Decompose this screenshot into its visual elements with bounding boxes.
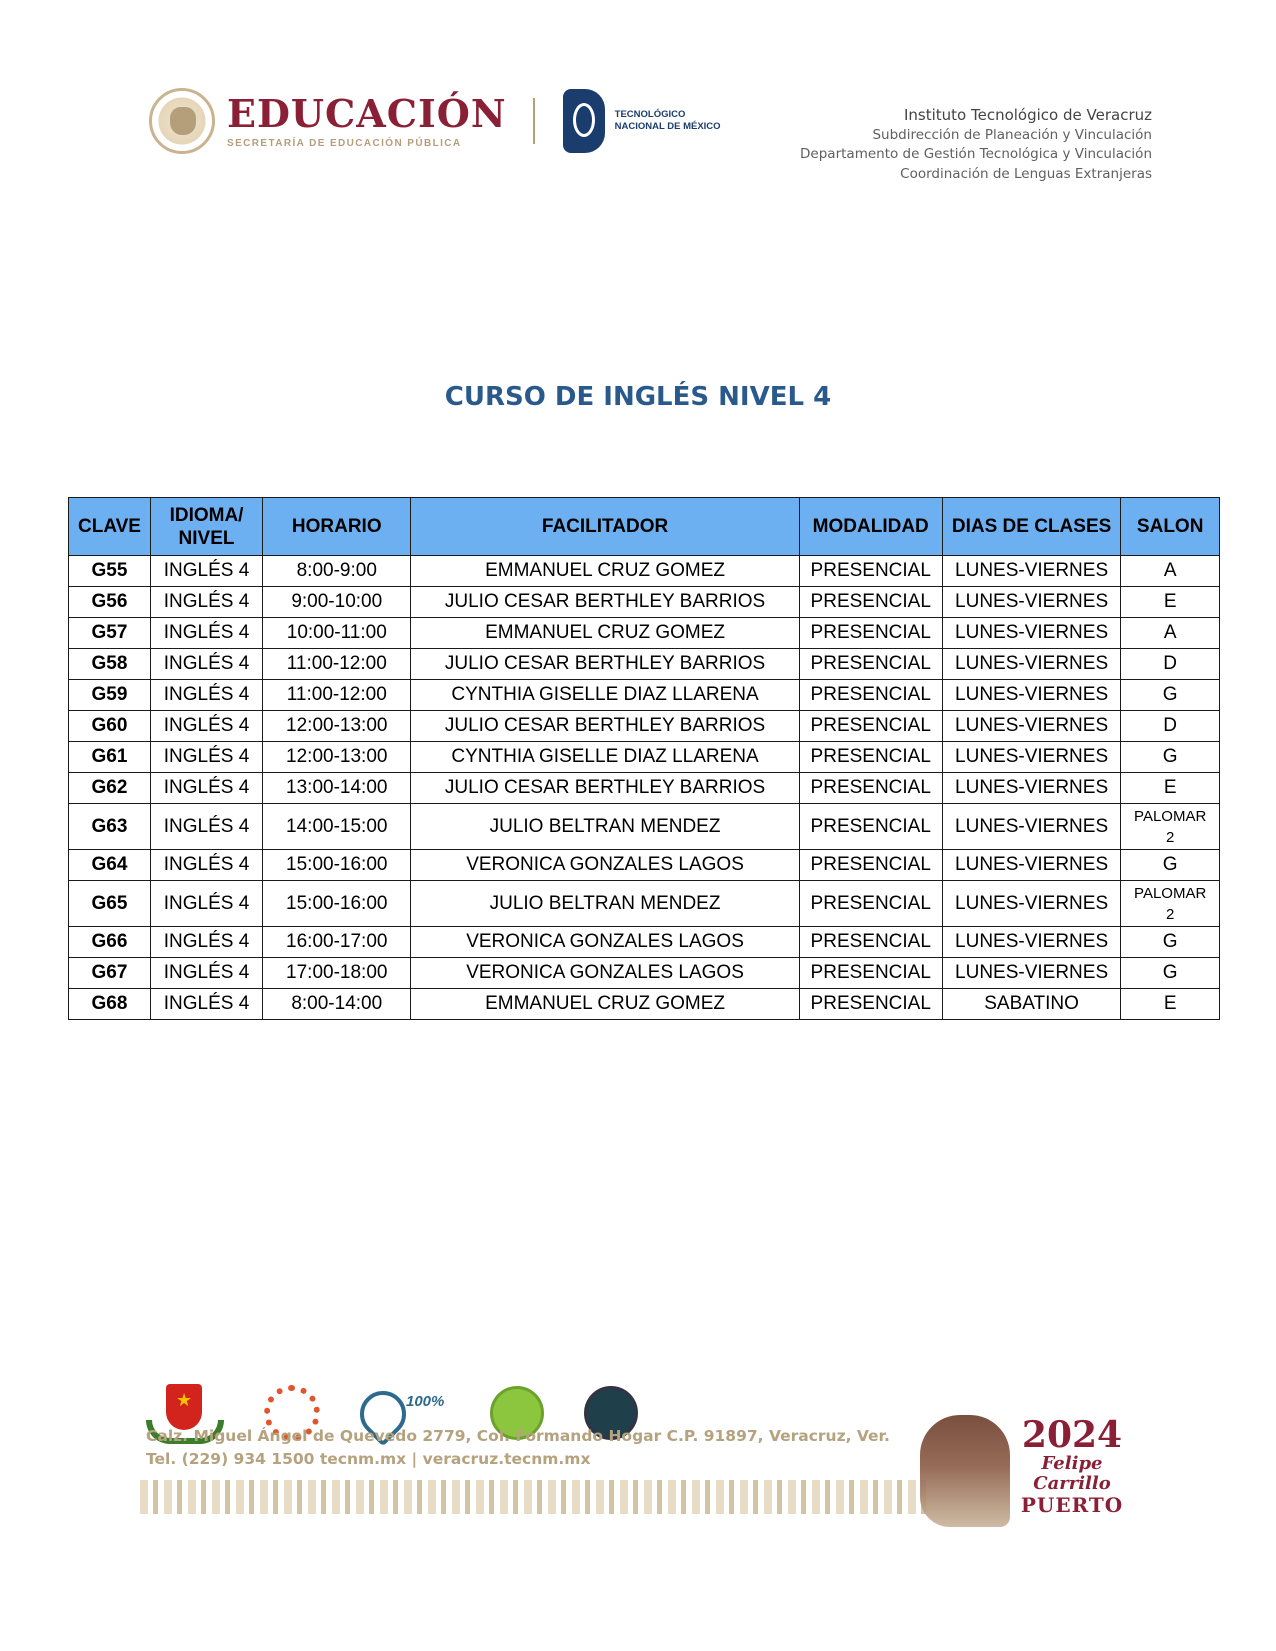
subdirection-name: Subdirección de Planeación y Vinculación bbox=[872, 126, 1152, 143]
cell-dias: LUNES-VIERNES bbox=[942, 881, 1121, 927]
cell-facilitador: EMMANUEL CRUZ GOMEZ bbox=[411, 556, 799, 587]
cell-horario: 11:00-12:00 bbox=[263, 649, 411, 680]
cell-idioma: INGLÉS 4 bbox=[150, 989, 262, 1020]
table-row bbox=[69, 649, 1220, 680]
cell-facilitador: CYNTHIA GISELLE DIAZ LLARENA bbox=[411, 680, 799, 711]
cell-idioma: INGLÉS 4 bbox=[150, 804, 262, 850]
cell-horario: 13:00-14:00 bbox=[263, 773, 411, 804]
cell-modalidad: PRESENCIAL bbox=[799, 881, 942, 927]
cell-facilitador: JULIO BELTRAN MENDEZ bbox=[411, 881, 799, 927]
cell-clave: G57 bbox=[69, 618, 151, 649]
header-dias: DIAS DE CLASES bbox=[942, 498, 1121, 556]
cell-dias: LUNES-VIERNES bbox=[942, 587, 1121, 618]
cell-idioma: INGLÉS 4 bbox=[150, 881, 262, 927]
cell-idioma: INGLÉS 4 bbox=[150, 649, 262, 680]
cell-clave: G67 bbox=[69, 958, 151, 989]
cell-clave: G58 bbox=[69, 649, 151, 680]
header-salon: SALON bbox=[1121, 498, 1220, 556]
cell-modalidad: PRESENCIAL bbox=[799, 958, 942, 989]
table-row bbox=[69, 711, 1220, 742]
salon-line-2: 2 bbox=[1166, 905, 1175, 923]
cell-salon: D bbox=[1121, 649, 1220, 680]
cell-horario: 17:00-18:00 bbox=[263, 958, 411, 989]
cell-dias: LUNES-VIERNES bbox=[942, 680, 1121, 711]
cell-idioma: INGLÉS 4 bbox=[150, 927, 262, 958]
cell-salon: G bbox=[1121, 680, 1220, 711]
cell-facilitador: EMMANUEL CRUZ GOMEZ bbox=[411, 989, 799, 1020]
cell-modalidad: PRESENCIAL bbox=[799, 618, 942, 649]
cell-clave: G64 bbox=[69, 850, 151, 881]
mexican-eagle-seal-icon bbox=[149, 88, 215, 154]
institution-name: Instituto Tecnológico de Veracruz bbox=[903, 106, 1152, 124]
cell-dias: LUNES-VIERNES bbox=[942, 556, 1121, 587]
cell-salon: G bbox=[1121, 742, 1220, 773]
decorative-fret bbox=[140, 1480, 930, 1514]
cell-modalidad: PRESENCIAL bbox=[799, 742, 942, 773]
page-title: CURSO DE INGLÉS NIVEL 4 bbox=[444, 382, 832, 412]
cell-horario: 10:00-11:00 bbox=[263, 618, 411, 649]
cell-dias: LUNES-VIERNES bbox=[942, 804, 1121, 850]
table-row bbox=[69, 927, 1220, 958]
tecnm-logo bbox=[563, 89, 721, 153]
cell-modalidad: PRESENCIAL bbox=[799, 587, 942, 618]
cell-dias: LUNES-VIERNES bbox=[942, 618, 1121, 649]
header-modalidad: MODALIDAD bbox=[799, 498, 942, 556]
year-surname: PUERTO bbox=[1020, 1493, 1124, 1517]
cell-modalidad: PRESENCIAL bbox=[799, 927, 942, 958]
cell-dias: LUNES-VIERNES bbox=[942, 773, 1121, 804]
tecnm-logo-icon bbox=[563, 89, 605, 153]
cell-clave: G66 bbox=[69, 927, 151, 958]
tecnm-line-1: TECNOLÓGICO bbox=[614, 109, 686, 120]
cell-modalidad: PRESENCIAL bbox=[799, 989, 942, 1020]
cell-horario: 12:00-13:00 bbox=[263, 711, 411, 742]
cell-facilitador: JULIO CESAR BERTHLEY BARRIOS bbox=[411, 587, 799, 618]
schedule-table bbox=[68, 497, 1220, 1020]
cell-dias: LUNES-VIERNES bbox=[942, 711, 1121, 742]
cell-idioma: INGLÉS 4 bbox=[150, 742, 262, 773]
logo-divider bbox=[533, 98, 535, 144]
cell-salon bbox=[1121, 804, 1220, 850]
table-header-row bbox=[69, 498, 1220, 556]
table-row bbox=[69, 618, 1220, 649]
cell-dias: LUNES-VIERNES bbox=[942, 927, 1121, 958]
sep-logo bbox=[227, 90, 507, 149]
salon-line-1: PALOMAR bbox=[1134, 884, 1207, 902]
sep-subtitle: SECRETARÍA DE EDUCACIÓN PÚBLICA bbox=[227, 137, 462, 149]
table-row bbox=[69, 881, 1220, 927]
cell-salon: D bbox=[1121, 711, 1220, 742]
cell-salon: A bbox=[1121, 556, 1220, 587]
cell-salon: E bbox=[1121, 773, 1220, 804]
cell-idioma: INGLÉS 4 bbox=[150, 680, 262, 711]
cell-salon: A bbox=[1121, 618, 1220, 649]
cell-modalidad: PRESENCIAL bbox=[799, 773, 942, 804]
cell-modalidad: PRESENCIAL bbox=[799, 680, 942, 711]
institution-block bbox=[800, 106, 1152, 184]
cell-facilitador: JULIO CESAR BERTHLEY BARRIOS bbox=[411, 649, 799, 680]
cell-clave: G63 bbox=[69, 804, 151, 850]
cell-salon: E bbox=[1121, 587, 1220, 618]
cell-horario: 15:00-16:00 bbox=[263, 850, 411, 881]
year-number: 2024 bbox=[1021, 1414, 1123, 1456]
table-row bbox=[69, 850, 1220, 881]
cell-dias: SABATINO bbox=[942, 989, 1121, 1020]
cell-facilitador: EMMANUEL CRUZ GOMEZ bbox=[411, 618, 799, 649]
felipe-carrillo-portrait bbox=[920, 1415, 1010, 1527]
cell-modalidad: PRESENCIAL bbox=[799, 850, 942, 881]
cell-idioma: INGLÉS 4 bbox=[150, 958, 262, 989]
cell-horario: 11:00-12:00 bbox=[263, 680, 411, 711]
table-row bbox=[69, 680, 1220, 711]
cell-dias: LUNES-VIERNES bbox=[942, 958, 1121, 989]
cell-horario: 9:00-10:00 bbox=[263, 587, 411, 618]
cell-idioma: INGLÉS 4 bbox=[150, 850, 262, 881]
header-clave: CLAVE bbox=[69, 498, 151, 556]
salon-line-1: PALOMAR bbox=[1134, 807, 1207, 825]
cell-salon: G bbox=[1121, 958, 1220, 989]
cell-idioma: INGLÉS 4 bbox=[150, 618, 262, 649]
cell-clave: G59 bbox=[69, 680, 151, 711]
cell-clave: G60 bbox=[69, 711, 151, 742]
cell-dias: LUNES-VIERNES bbox=[942, 649, 1121, 680]
cell-idioma: INGLÉS 4 bbox=[150, 711, 262, 742]
cell-modalidad: PRESENCIAL bbox=[799, 649, 942, 680]
header-facilitador: FACILITADOR bbox=[411, 498, 799, 556]
plastic-free-icon: 100% bbox=[360, 1385, 450, 1441]
cell-modalidad: PRESENCIAL bbox=[799, 556, 942, 587]
cell-salon: G bbox=[1121, 850, 1220, 881]
cell-facilitador: VERONICA GONZALES LAGOS bbox=[411, 927, 799, 958]
cell-salon bbox=[1121, 881, 1220, 927]
header-logos bbox=[149, 88, 721, 154]
cell-facilitador: JULIO CESAR BERTHLEY BARRIOS bbox=[411, 773, 799, 804]
cell-modalidad: PRESENCIAL bbox=[799, 804, 942, 850]
cell-clave: G55 bbox=[69, 556, 151, 587]
table-row bbox=[69, 556, 1220, 587]
cell-dias: LUNES-VIERNES bbox=[942, 742, 1121, 773]
cell-horario: 8:00-9:00 bbox=[263, 556, 411, 587]
cell-horario: 16:00-17:00 bbox=[263, 927, 411, 958]
year-logo bbox=[1006, 1416, 1138, 1516]
table-row bbox=[69, 742, 1220, 773]
header-idioma: IDIOMA/ NIVEL bbox=[150, 498, 262, 556]
cell-facilitador: VERONICA GONZALES LAGOS bbox=[411, 958, 799, 989]
cell-idioma: INGLÉS 4 bbox=[150, 773, 262, 804]
footer-address bbox=[146, 1425, 890, 1471]
header-horario: HORARIO bbox=[263, 498, 411, 556]
cell-facilitador: JULIO CESAR BERTHLEY BARRIOS bbox=[411, 711, 799, 742]
table-row bbox=[69, 587, 1220, 618]
tecnm-line-2: NACIONAL DE MÉXICO bbox=[614, 121, 721, 132]
cell-horario: 15:00-16:00 bbox=[263, 881, 411, 927]
cell-salon: E bbox=[1121, 989, 1220, 1020]
cell-horario: 12:00-13:00 bbox=[263, 742, 411, 773]
cell-facilitador: VERONICA GONZALES LAGOS bbox=[411, 850, 799, 881]
department-name: Departamento de Gestión Tecnológica y Vinculación bbox=[800, 146, 1152, 162]
cell-clave: G62 bbox=[69, 773, 151, 804]
address-line-1: Calz. Miguel Ángel de Quevedo 2779, Col. Formando Hogar C.P. 91897, Veracruz, Ver. bbox=[146, 1427, 890, 1445]
table-row bbox=[69, 989, 1220, 1020]
cell-clave: G56 bbox=[69, 587, 151, 618]
salon-line-2: 2 bbox=[1166, 828, 1175, 846]
address-line-2: Tel. (229) 934 1500 tecnm.mx | veracruz.tecnm.mx bbox=[146, 1450, 591, 1468]
cell-clave: G68 bbox=[69, 989, 151, 1020]
cell-idioma: INGLÉS 4 bbox=[150, 587, 262, 618]
table-row bbox=[69, 958, 1220, 989]
cell-horario: 8:00-14:00 bbox=[263, 989, 411, 1020]
cell-facilitador: CYNTHIA GISELLE DIAZ LLARENA bbox=[411, 742, 799, 773]
year-name: Felipe Carrillo bbox=[1033, 1453, 1111, 1494]
cell-facilitador: JULIO BELTRAN MENDEZ bbox=[411, 804, 799, 850]
table-row bbox=[69, 804, 1220, 850]
cell-horario: 14:00-15:00 bbox=[263, 804, 411, 850]
itv-crest-icon: ★ bbox=[146, 1382, 224, 1444]
cell-idioma: INGLÉS 4 bbox=[150, 556, 262, 587]
table-row bbox=[69, 773, 1220, 804]
cell-salon: G bbox=[1121, 927, 1220, 958]
coordination-name: Coordinación de Lenguas Extranjeras bbox=[900, 165, 1152, 182]
cell-clave: G65 bbox=[69, 881, 151, 927]
cell-dias: LUNES-VIERNES bbox=[942, 850, 1121, 881]
cell-clave: G61 bbox=[69, 742, 151, 773]
cell-modalidad: PRESENCIAL bbox=[799, 711, 942, 742]
sep-title: EDUCACIÓN bbox=[227, 90, 507, 136]
